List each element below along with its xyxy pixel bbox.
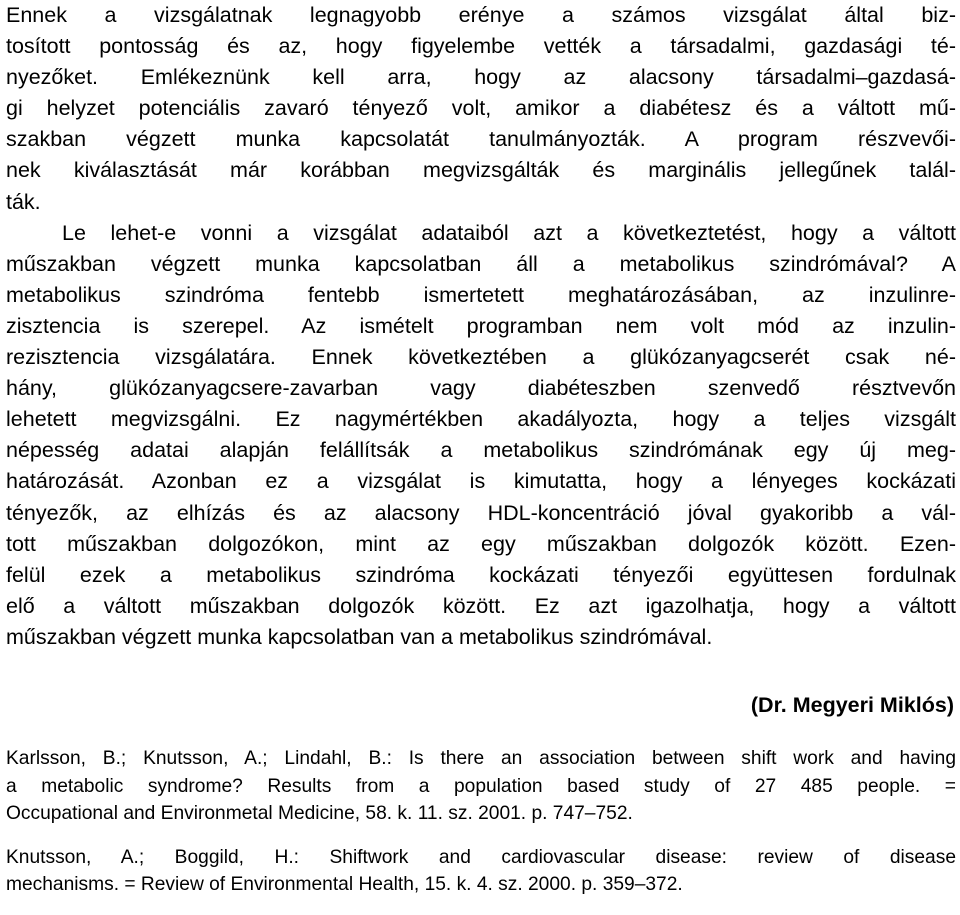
reference-line: Karlsson, B.; Knutsson, A.; Lindahl, B.: Is there an association between shift work and having — [6, 747, 956, 769]
text-line: nyezőket. Emlékeznünk kell arra, hogy az alacsony társadalmi–gazdasá- — [6, 65, 956, 90]
author-signature: (Dr. Megyeri Miklós) — [750, 692, 954, 717]
reference-list — [6, 745, 956, 899]
text-line: zisztencia is szerepel. Az ismételt programban nem volt mód az inzulin- — [6, 313, 956, 338]
text-line: lehetett megvizsgálni. Ez nagymértékben akadályozta, hogy a teljes vizsgált — [6, 407, 956, 432]
document-page — [6, 0, 956, 915]
text-line: határozását. Azonban ez a vizsgálat is kimutatta, hogy a lényeges kockázati — [6, 469, 956, 494]
reference-line: Occupational and Environmetal Medicine, 58. k. 11. sz. 2001. p. 747–752. — [6, 803, 633, 825]
text-line: Le lehet-e vonni a vizsgálat adataiból azt a következtetést, hogy a váltott — [62, 220, 956, 245]
reference-line: mechanisms. = Review of Environmental Health, 15. k. 4. sz. 2000. p. 359–372. — [6, 874, 683, 896]
text-line: nek kiválasztását már korábban megvizsgálták és marginális jellegűnek talál- — [6, 158, 956, 183]
reference-item — [6, 844, 956, 899]
text-line: Ennek a vizsgálatnak legnagyobb erénye a számos vizsgálat által biz- — [6, 3, 956, 27]
reference-line: Knutsson, A.; Boggild, H.: Shiftwork and cardiovascular disease: review of disease — [6, 846, 956, 868]
text-line: műszakban végzett munka kapcsolatban áll a metabolikus szindrómával? A — [6, 251, 956, 276]
text-line: rezisztencia vizsgálatára. Ennek következtében a glükózanyagcserét csak né- — [6, 345, 956, 370]
reference-item — [6, 745, 956, 828]
article-paragraph-2 — [6, 218, 956, 653]
text-line: gi helyzet potenciális zavaró tényező volt, amikor a diabétesz és a váltott mű- — [6, 96, 956, 121]
text-line: népesség adatai alapján felállítsák a metabolikus szindrómának egy új meg- — [6, 438, 956, 463]
text-line: felül ezek a metabolikus szindróma kockázati tényezői együttesen fordulnak — [6, 562, 956, 587]
article-paragraph-1 — [6, 0, 956, 218]
text-line: műszakban végzett munka kapcsolatban van a metabolikus szindrómával. — [6, 624, 713, 649]
text-line: hány, glükózanyagcsere-zavarban vagy diabéteszben szenvedő résztvevőn — [6, 376, 956, 401]
text-line: ták. — [6, 189, 41, 214]
text-line: tényezők, az elhízás és az alacsony HDL-koncentráció jóval gyakoribb a vál- — [6, 500, 956, 525]
text-line: tosított pontosság és az, hogy figyelembe vették a társadalmi, gazdasági té- — [6, 34, 956, 59]
text-line: elő a váltott műszakban dolgozók között. Ez azt igazolhatja, hogy a váltott — [6, 593, 956, 618]
text-line: szakban végzett munka kapcsolatát tanulmányozták. A program részvevői- — [6, 127, 956, 152]
text-line: tott műszakban dolgozókon, mint az egy műszakban dolgozók között. Ezen- — [6, 531, 956, 556]
text-line: metabolikus szindróma fentebb ismertetett meghatározásában, az inzulinre- — [6, 282, 956, 307]
reference-line: a metabolic syndrome? Results from a population based study of 27 485 people. = — [6, 775, 956, 797]
